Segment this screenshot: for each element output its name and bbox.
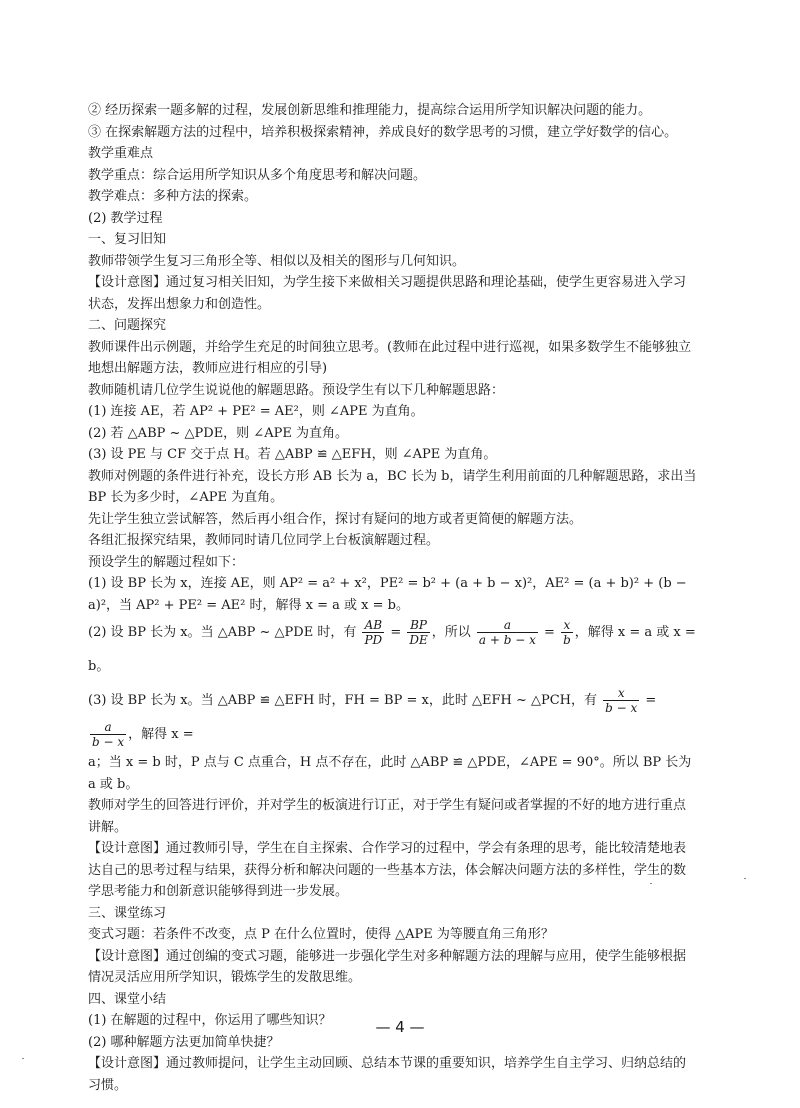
fraction-x-over-b xyxy=(561,618,573,647)
fraction-numerator: a xyxy=(90,720,126,735)
group-text: 先让学生独立尝试解答，然后再小组合作，探讨有疑问的地方或者更简便的解题方法。 xyxy=(88,511,583,527)
design-intent-2: 【设计意图】通过教师引导，学生在自主探索、合作学习的过程中，学会有条理的思考，能比较清楚地表达自己的思考过程与结果，获得分析和解决问题的一些基本方法，体会解决问题方法的多样性，学生的数学思考能力和创新意识能够得到进一步发展。 xyxy=(88,841,687,899)
fraction-a-over-diff xyxy=(90,720,126,749)
solution-3-text-b: ，解得 x = xyxy=(128,727,194,742)
design-intent-4: 【设计意图】通过教师提问，让学生主动回顾、总结本节课的重要知识，培养学生自主学习、归纳总结的习惯。 xyxy=(88,1056,687,1093)
design-intent-3: 【设计意图】通过创编的变式习题，能够进一步强化学生对多种解题方法的理解与应用，使学生能够根据情况灵活应用所学知识，锻炼学生的发散思维。 xyxy=(88,948,687,985)
scan-speck xyxy=(744,878,746,879)
difficult-point: 教学难点：多种方法的探索。 xyxy=(88,189,258,204)
solution-3 xyxy=(88,684,698,752)
fraction-x-over-diff xyxy=(603,686,639,715)
equals-sign: = xyxy=(645,693,657,708)
solution-2 xyxy=(88,616,698,684)
fraction-numerator: a xyxy=(477,618,538,633)
summary-question-1: (1) 在解题的过程中，你运用了哪些知识？ xyxy=(88,1013,332,1028)
fraction-a-over-sum xyxy=(477,618,538,647)
fraction-bp-de xyxy=(407,618,429,647)
evaluation-text: 教师对学生的回答进行评价，并对学生的板演进行订正，对于学生有疑问或者掌握的不好的地方进行重点讲解。 xyxy=(88,798,687,835)
solution-2-text-a: (2) 设 BP 长为 x。当 △ABP ~ △PDE 时，有 xyxy=(88,625,357,640)
variant-exercise: 变式习题：若条件不改变，点 P 在什么位置时，使得 △APE 为等腰直角三角形？ xyxy=(88,927,554,942)
section-summary: 四、课堂小结 xyxy=(88,991,167,1007)
solution-1: (1) 设 BP 长为 x，连接 AE，则 AP² = a² + x²，PE² = b² + (a + b − x)²，AE² = (a + b)² + (b − a)²，当 AP² + PE² = AE² 时，解得 x = a 或 x = b。 xyxy=(88,576,687,613)
fraction-denominator: DE xyxy=(409,633,428,647)
objective-2: ② 经历探索一题多解的过程，发展创新思维和推理能力，提高综合运用所学知识解决问题的能力。 xyxy=(88,103,652,118)
explore-text-1: 教师课件出示例题，并给学生充足的时间独立思考。(教师在此过程中进行巡视，如果多数学生不能够独立地想出解题方法，教师应进行相应的引导) xyxy=(88,339,692,376)
fraction-denominator: a + b − x xyxy=(478,633,536,647)
fraction-numerator: BP xyxy=(407,618,429,633)
page-content xyxy=(88,100,698,1096)
report-text: 各组汇报探究结果，教师同时请几位同学上台板演解题过程。 xyxy=(88,533,440,548)
heading-key-difficult: 教学重难点 xyxy=(88,146,154,161)
fraction-ab-pd xyxy=(362,618,384,647)
fraction-denominator: b − x xyxy=(605,701,638,715)
fraction-denominator: PD xyxy=(364,633,383,647)
heading-teaching-process: (2) 教学过程 xyxy=(88,210,163,226)
solution-3-text-a: (3) 设 BP 长为 x。当 △ABP ≌ △EFH 时，FH = BP = x，此时 △EFH ~ △PCH，有 xyxy=(88,693,597,708)
section-explore: 二、问题探究 xyxy=(88,318,167,333)
idea-2: (2) 若 △ABP ~ △PDE，则 ∠APE 为直角。 xyxy=(88,425,348,441)
fraction-numerator: AB xyxy=(362,618,384,633)
fraction-denominator: b − x xyxy=(92,735,125,749)
solution-2-text-c: ，解得 x = a 或 x = b。 xyxy=(88,625,696,674)
page-number: — 4 — xyxy=(375,1018,425,1036)
key-point: 教学重点：综合运用所学知识从多个角度思考和解决问题。 xyxy=(88,167,427,183)
fraction-numerator: x xyxy=(561,618,573,633)
objective-3: ③ 在探索解题方法的过程中，培养积极探索精神，养成良好的数学思考的习惯，建立学好数学的信心。 xyxy=(88,124,678,140)
fraction-denominator: b xyxy=(563,633,571,647)
solution-3-continued: a；当 x = b 时，P 点与 C 点重合，H 点不存在，此时 △ABP ≌ △PDE，∠APE = 90°。所以 BP 长为 a 或 b。 xyxy=(88,755,692,792)
review-text: 教师带领学生复习三角形全等、相似以及相关的图形与几何知识。 xyxy=(88,253,466,269)
scan-speck xyxy=(650,883,652,884)
section-practice: 三、课堂练习 xyxy=(88,905,167,921)
summary-question-2: (2) 哪种解题方法更加简单快捷？ xyxy=(88,1034,280,1050)
solution-2-text-b: ，所以 xyxy=(431,625,471,640)
explore-text-2: 教师随机请几位学生说说他的解题思路。预设学生有以下几种解题思路： xyxy=(88,382,505,398)
idea-1: (1) 连接 AE，若 AP² + PE² = AE²，则 ∠APE 为直角。 xyxy=(88,404,424,419)
equals-sign: = xyxy=(390,625,402,640)
design-intent-1: 【设计意图】通过复习相关旧知，为学生接下来做相关习题提供思路和理论基础，使学生更容易进入学习状态，发挥出想象力和创造性。 xyxy=(88,275,687,312)
supplement-text: 教师对例题的条件进行补充，设长方形 AB 长为 a，BC 长为 b，请学生利用前面的几种解题思路，求出当 BP 长为多少时，∠APE 为直角。 xyxy=(88,468,697,505)
section-review: 一、复习旧知 xyxy=(88,232,167,247)
idea-3: (3) 设 PE 与 CF 交于点 H。若 △ABP ≌ △EFH，则 ∠APE 为直角。 xyxy=(88,447,497,462)
scan-speck xyxy=(22,1058,24,1059)
fraction-numerator: x xyxy=(603,686,639,701)
equals-sign: = xyxy=(544,625,555,640)
preset-process: 预设学生的解题过程如下： xyxy=(88,554,245,570)
